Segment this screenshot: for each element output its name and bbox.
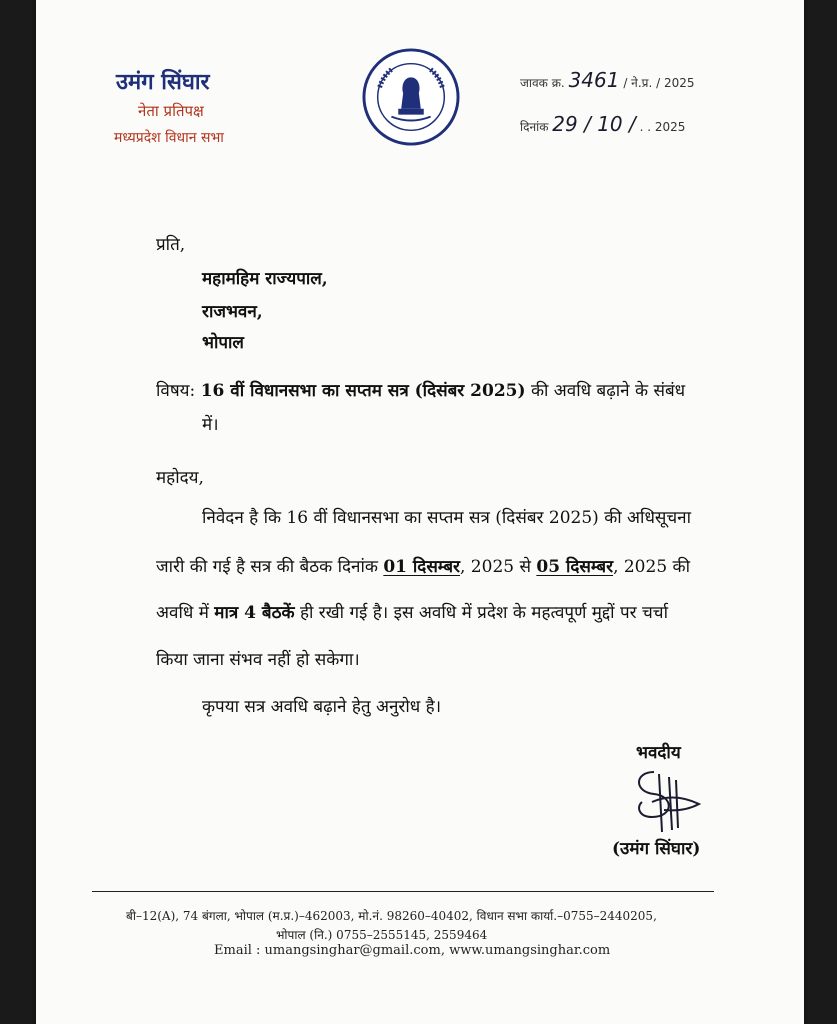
p2-c: , 2025 से xyxy=(460,557,531,577)
dispatch-number-value: 3461 xyxy=(568,68,620,92)
closing: भवदीय xyxy=(636,743,681,763)
dispatch-label: जावक क्र. xyxy=(520,76,565,90)
dispatch-date xyxy=(520,112,685,136)
subject-line-2: में। xyxy=(202,415,219,435)
subject-bold: 16 वीं विधानसभा का सप्तम सत्र (दिसंबर 2025) xyxy=(200,381,526,401)
footer-divider xyxy=(92,891,714,892)
assembly-seal-icon xyxy=(362,48,460,146)
sittings-count: मात्र 4 बैठकें xyxy=(214,603,295,623)
dispatch-number xyxy=(520,68,695,92)
signatory-name: (उमंग सिंघार) xyxy=(612,839,701,859)
dispatch-suffix: / ने.प्र. / 2025 xyxy=(623,76,695,90)
paragraph-line-4: किया जाना संभव नहीं हो सकेगा। xyxy=(156,650,360,670)
sender-organization: मध्यप्रदेश विधान सभा xyxy=(114,130,224,146)
date-label: दिनांक xyxy=(520,120,549,134)
end-date: 05 दिसम्बर xyxy=(536,557,614,577)
sender-name: उमंग सिंघार xyxy=(116,70,210,95)
request-line: कृपया सत्र अवधि बढ़ाने हेतु अनुरोध है। xyxy=(202,697,442,717)
footer-email: Email : umangsinghar@gmail.com, www.umangsinghar.com xyxy=(214,943,611,958)
footer-address: बी–12(A), 74 बंगला, भोपाल (म.प्र.)–462003, मो.नं. 98260–40402, विधान सभा कार्या.–0755–2440205, xyxy=(126,909,657,923)
addressee-line-1: महामहिम राज्यपाल, xyxy=(202,269,328,289)
date-handwritten: 29 / 10 / xyxy=(552,112,636,136)
subject-line xyxy=(156,378,685,401)
date-year: . . 2025 xyxy=(639,120,686,134)
paragraph-line-1: निवेदन है कि 16 वीं विधानसभा का सप्तम सत्र (दिसंबर 2025) की अधिसूचना xyxy=(202,508,692,528)
p2-e: , 2025 की xyxy=(613,557,690,577)
letter-page xyxy=(36,0,804,1024)
to-label: प्रति, xyxy=(156,235,186,255)
addressee-line-3: भोपाल xyxy=(202,333,244,353)
subject-label: विषय: xyxy=(156,381,196,401)
p3-a: अवधि में xyxy=(156,603,209,623)
signature-icon xyxy=(614,762,714,842)
paragraph-line-2 xyxy=(156,554,690,577)
subject-rest: की अवधि बढ़ाने के संबंध xyxy=(530,381,686,401)
paragraph-line-3 xyxy=(156,600,668,623)
salutation: महोदय, xyxy=(156,468,204,488)
addressee-line-2: राजभवन, xyxy=(202,302,263,322)
p2-a: जारी की गई है सत्र की बैठक दिनांक xyxy=(156,557,378,577)
start-date: 01 दिसम्बर xyxy=(383,557,460,577)
sender-post: नेता प्रतिपक्ष xyxy=(138,102,204,120)
footer-phone: भोपाल (नि.) 0755–2555145, 2559464 xyxy=(276,928,488,942)
p3-c: ही रखी गई है। इस अवधि में प्रदेश के महत्वपूर्ण मुद्दों पर चर्चा xyxy=(299,603,668,623)
